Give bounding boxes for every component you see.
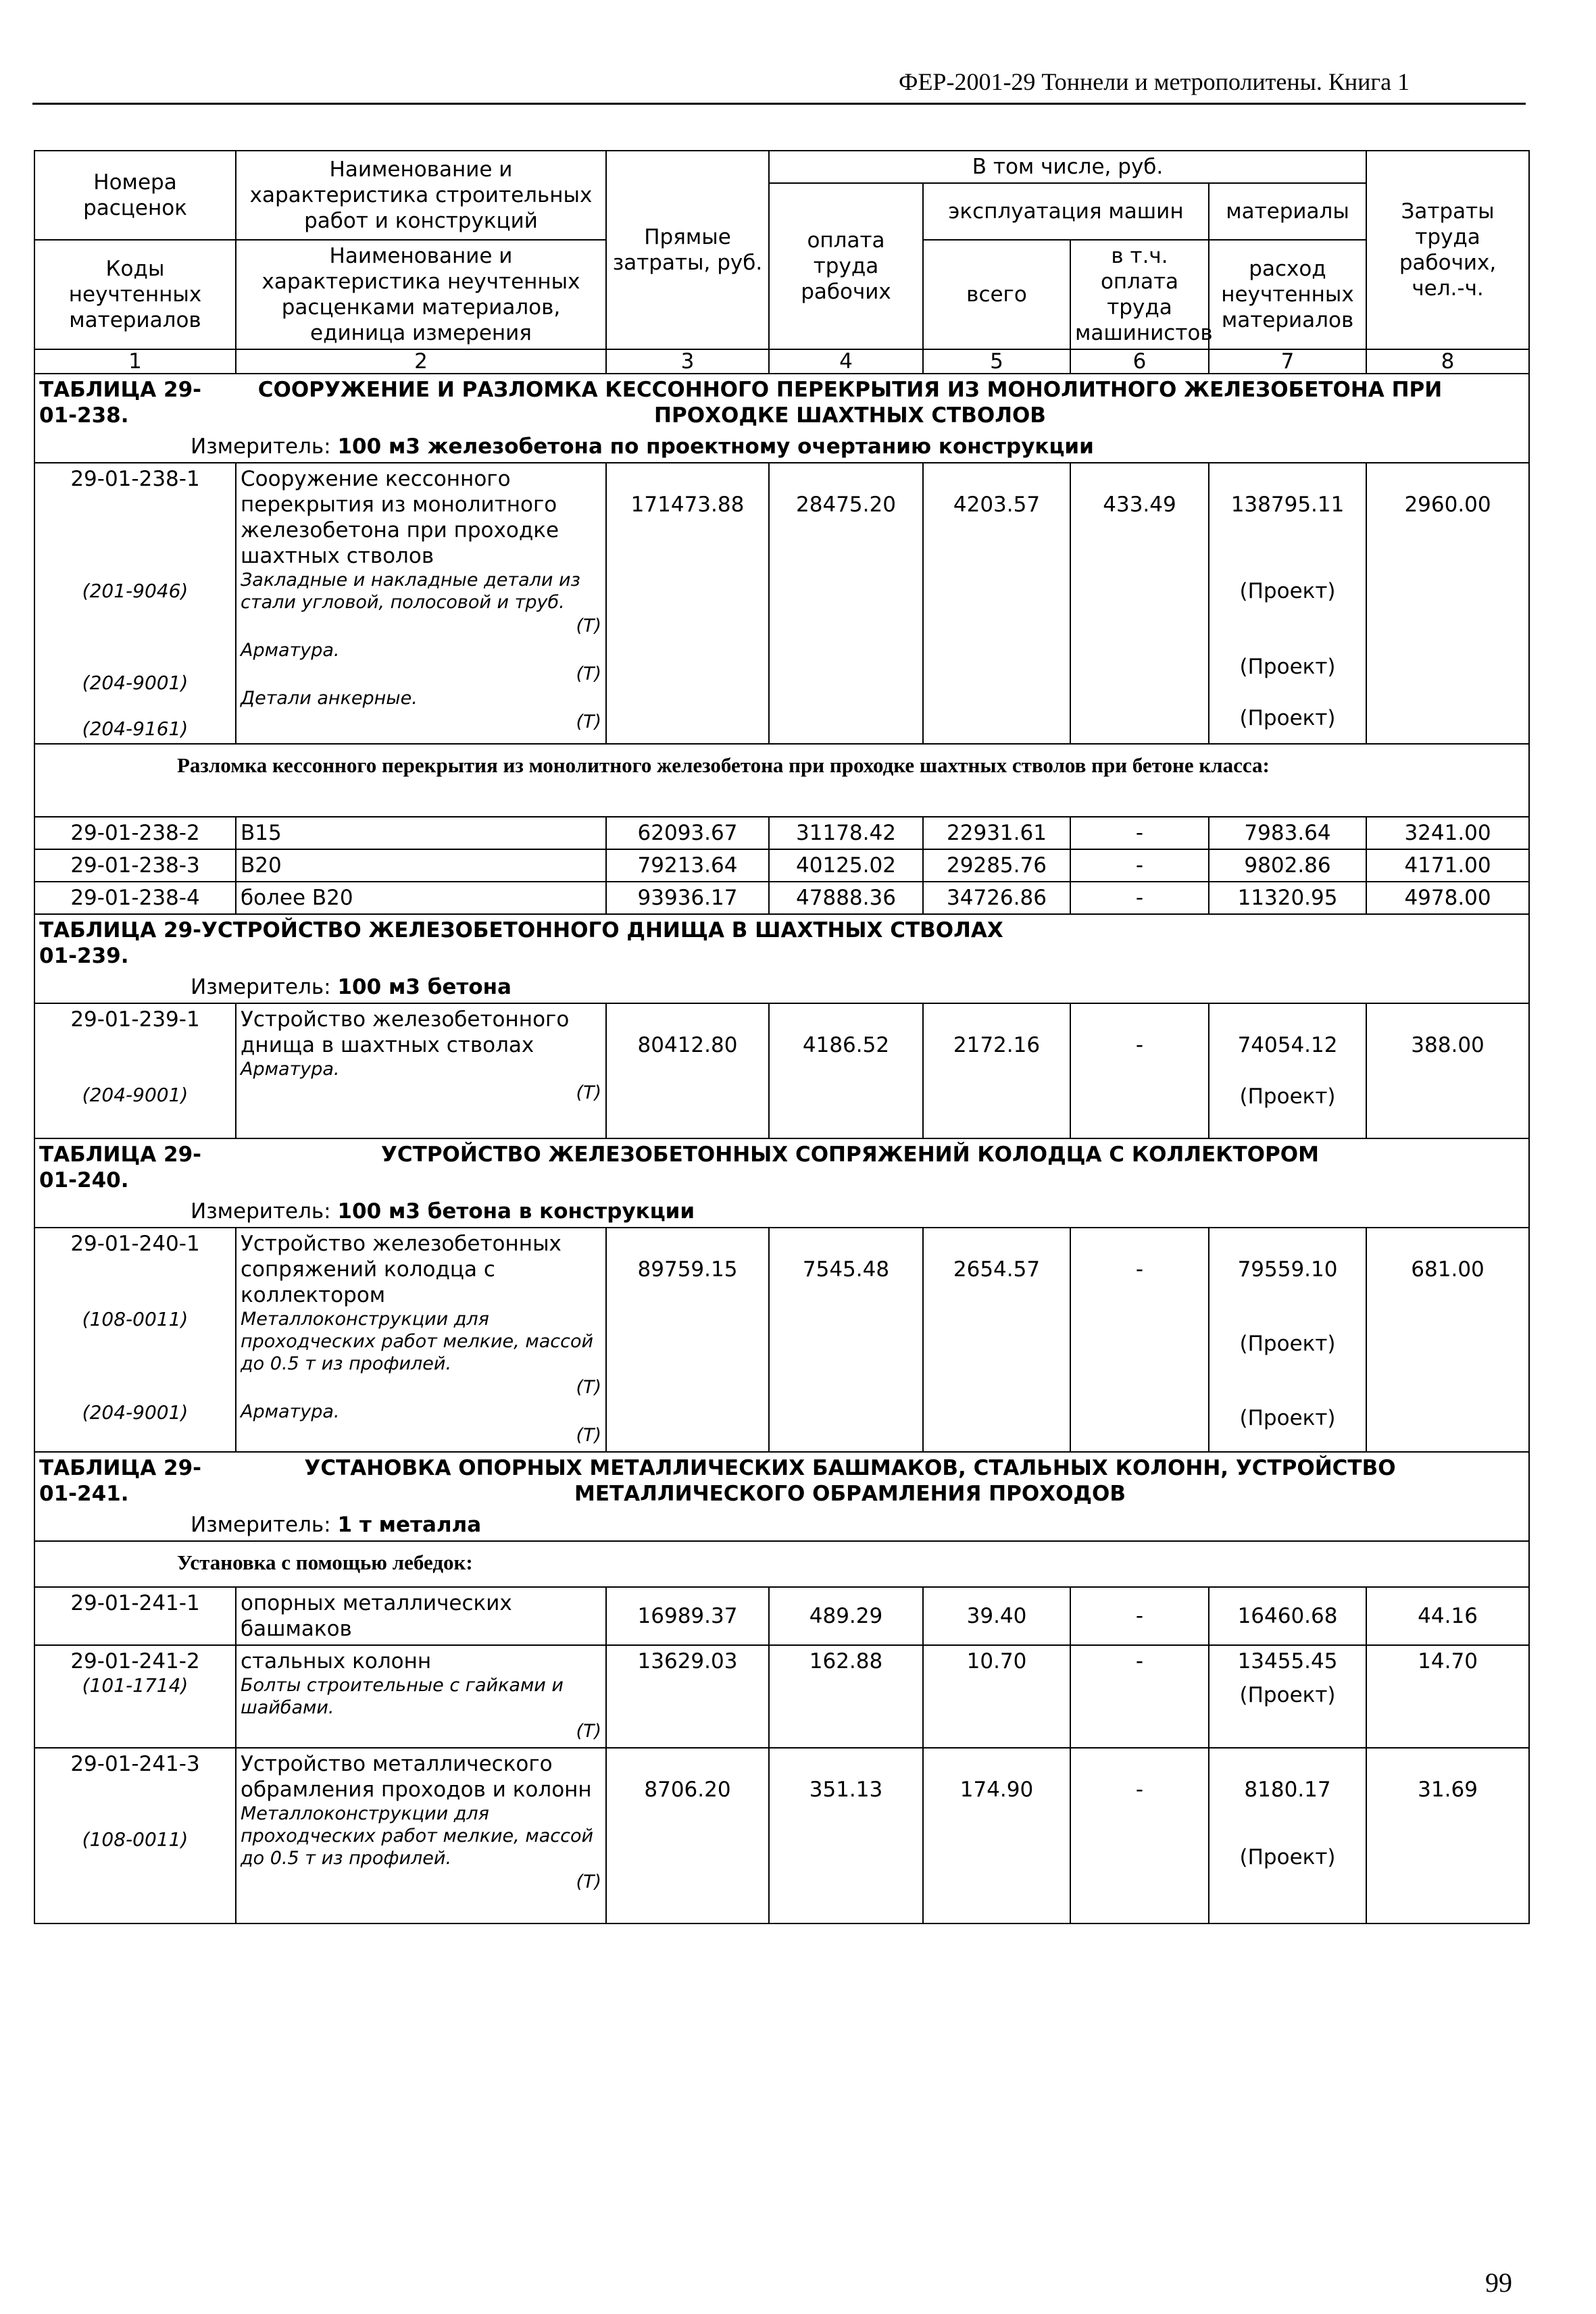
direct-costs: 79213.64 [606, 849, 769, 882]
table-label: ТАБЛИЦА 29-01-241. [39, 1456, 202, 1506]
table-title: УСТАНОВКА ОПОРНЫХ МЕТАЛЛИЧЕСКИХ БАШМАКОВ, СТАЛЬНЫХ КОЛОНН, УСТРОЙСТВО МЕТАЛЛИЧЕСКОГО ОБРАМЛЕНИЯ ПРОХОДОВ [304, 1456, 1396, 1506]
labor-hours: 3241.00 [1366, 817, 1529, 849]
table-title-row [34, 374, 1529, 431]
material-value: (Проект) [1239, 1084, 1336, 1109]
rate-code-cell [34, 1003, 236, 1138]
operator-pay: - [1070, 1645, 1209, 1748]
col-num: 2 [236, 349, 606, 374]
work-name: опорных металлических башмаков [236, 1587, 606, 1645]
work-name: стальных колонн [241, 1649, 432, 1674]
material-code: (204-9001) [82, 1084, 189, 1106]
table-title: УСТРОЙСТВО ЖЕЛЕЗОБЕТОННЫХ СОПРЯЖЕНИЙ КОЛОДЦА С КОЛЛЕКТОРОМ [381, 1142, 1319, 1167]
table-title: УСТРОЙСТВО ЖЕЛЕЗОБЕТОННОГО ДНИЩА В ШАХТНЫХ СТВОЛАХ [201, 918, 1003, 942]
value: 13455.45 [1237, 1649, 1338, 1674]
rate-code: 29-01-238-4 [34, 882, 236, 914]
value: 8180.17 [1244, 1778, 1331, 1802]
header-rule [32, 103, 1526, 105]
col-header-labor-hours: Затраты труда рабочих, чел.-ч. [1366, 151, 1529, 349]
col-num: 7 [1209, 349, 1366, 374]
work-name: Сооружение кессонного перекрытия из монолитного железобетона при проходке шахтных стволов [241, 467, 559, 568]
material-name: Металлоконструкции для проходческих работ мелкие, массой до 0.5 т из профилей. [241, 1309, 594, 1374]
machines-total: 39.40 [923, 1587, 1070, 1645]
worker-pay: 489.29 [769, 1587, 923, 1645]
material-value: (Проект) [1239, 1406, 1336, 1430]
material-type-mark: (Т) [576, 615, 601, 636]
unit-value: 100 м3 бетона [337, 975, 512, 999]
worker-pay [769, 1003, 923, 1138]
col-num: 8 [1366, 349, 1529, 374]
material-value: (Проект) [1239, 1845, 1336, 1869]
materials-cell [1209, 1003, 1366, 1138]
operator-pay [1070, 1003, 1209, 1138]
operator-pay: - [1070, 882, 1209, 914]
worker-pay [769, 463, 923, 744]
labor-hours [1366, 463, 1529, 744]
worker-pay: 31178.42 [769, 817, 923, 849]
estimate-table [34, 150, 1530, 1924]
value: 7545.48 [802, 1257, 890, 1282]
value: 2172.16 [953, 1033, 1041, 1057]
rate-code-cell [34, 463, 236, 744]
col-header-machines-total: всего [923, 240, 1070, 349]
direct-costs [606, 463, 769, 744]
machines-total: 10.70 [923, 1645, 1070, 1748]
materials-cost: 7983.64 [1209, 817, 1366, 849]
col-header-material-name: Наименование и характеристика неучтенных расценками материалов, единица измерения [236, 240, 606, 349]
value: 89759.15 [637, 1257, 738, 1282]
direct-costs: 13629.03 [606, 1645, 769, 1748]
operator-pay [1070, 1748, 1209, 1923]
page-number: 99 [1485, 2267, 1512, 2298]
col-num: 4 [769, 349, 923, 374]
material-name: Арматура. [241, 640, 340, 661]
value: 80412.80 [637, 1033, 738, 1057]
unit-240 [34, 1196, 1529, 1228]
value: 681.00 [1411, 1257, 1485, 1282]
table-row [34, 1228, 1529, 1452]
unit-row [34, 431, 1529, 463]
running-header: ФЕР-2001-29 Тоннели и метрополитены. Книга 1 [899, 68, 1410, 95]
col-header-direct-costs: Прямые затраты, руб. [606, 151, 769, 349]
material-code: (108-0011) [82, 1308, 189, 1330]
value: 79559.10 [1237, 1257, 1338, 1282]
work-name-cell [236, 1003, 606, 1138]
value: 138795.11 [1230, 493, 1345, 517]
unit-label: Измеритель: [191, 1513, 331, 1537]
col-header-work-name: Наименование и характеристика строительных работ и конструкций [236, 151, 606, 240]
section-heading: Разломка кессонного перекрытия из монолитного железобетона при проходке шахтных стволов при бетоне класса: [34, 744, 1529, 817]
labor-hours [1366, 1748, 1529, 1923]
work-name: Устройство железобетонного днища в шахтных стволах [241, 1007, 570, 1057]
work-name: Устройство металлического обрамления проходов и колонн [241, 1752, 592, 1802]
materials-cell [1209, 1645, 1366, 1748]
value: 351.13 [809, 1778, 883, 1802]
materials-cell [1209, 1748, 1366, 1923]
value: 4186.52 [802, 1033, 890, 1057]
col-header-unaccounted-codes: Коды неучтенных материалов [34, 240, 236, 349]
unit-value: 100 м3 бетона в конструкции [337, 1199, 695, 1224]
machines-total: 34726.86 [923, 882, 1070, 914]
material-value: (Проект) [1239, 579, 1336, 603]
material-value: (Проект) [1239, 1683, 1336, 1707]
rate-code: 29-01-241-1 [34, 1587, 236, 1645]
machines-total [923, 1748, 1070, 1923]
table-label: ТАБЛИЦА 29-01-240. [39, 1142, 202, 1192]
direct-costs: 62093.67 [606, 817, 769, 849]
worker-pay: 162.88 [769, 1645, 923, 1748]
value: 2960.00 [1404, 493, 1491, 517]
material-type-mark: (Т) [576, 1377, 601, 1398]
table-title-239 [34, 914, 1529, 972]
direct-costs: 16989.37 [606, 1587, 769, 1645]
value: 174.90 [959, 1778, 1034, 1802]
labor-hours: 14.70 [1366, 1645, 1529, 1748]
material-value: (Проект) [1239, 1332, 1336, 1356]
table-title-row [34, 914, 1529, 972]
material-code: (108-0011) [82, 1828, 189, 1851]
machines-total: 29285.76 [923, 849, 1070, 882]
unit-value: 1 т металла [337, 1513, 482, 1537]
table-row [34, 1587, 1529, 1645]
labor-hours [1366, 1003, 1529, 1138]
value: 171473.88 [630, 493, 745, 517]
worker-pay [769, 1228, 923, 1452]
worker-pay [769, 1748, 923, 1923]
direct-costs [606, 1228, 769, 1452]
unit-label: Измеритель: [191, 975, 331, 999]
col-num: 5 [923, 349, 1070, 374]
col-header-materials: материалы [1209, 183, 1366, 240]
table-label: ТАБЛИЦА 29-01-239. [39, 918, 202, 968]
rate-code-cell [34, 1645, 236, 1748]
unit-row [34, 1196, 1529, 1228]
col-header-operator-pay: в т.ч. оплата труда машинистов [1070, 240, 1209, 349]
material-type-mark: (Т) [576, 663, 601, 684]
col-header-rate-numbers: Номера расценок [34, 151, 236, 240]
value: 4203.57 [953, 493, 1041, 517]
table-title-row [34, 1452, 1529, 1509]
materials-cost: 11320.95 [1209, 882, 1366, 914]
machines-total [923, 1003, 1070, 1138]
material-name: Болты строительные с гайками и шайбами. [241, 1675, 564, 1718]
value: - [1135, 1033, 1144, 1057]
value: 2654.57 [953, 1257, 1041, 1282]
labor-hours [1366, 1228, 1529, 1452]
value: 388.00 [1411, 1033, 1485, 1057]
rate-code-cell [34, 1748, 236, 1923]
material-type-mark: (Т) [576, 1721, 601, 1742]
materials-cost: 16460.68 [1209, 1587, 1366, 1645]
unit-238 [34, 431, 1529, 463]
direct-costs [606, 1748, 769, 1923]
value: - [1135, 1778, 1144, 1802]
machines-total: 22931.61 [923, 817, 1070, 849]
value: 31.69 [1418, 1778, 1478, 1802]
col-header-material-usage: расход неучтенных материалов [1209, 240, 1366, 349]
work-name-cell [236, 1748, 606, 1923]
rate-code: 29-01-238-2 [34, 817, 236, 849]
col-num: 6 [1070, 349, 1209, 374]
table-title-238 [34, 374, 1529, 431]
work-name-cell [236, 1228, 606, 1452]
table-row [34, 817, 1529, 849]
col-header-machines: эксплуатация машин [923, 183, 1209, 240]
material-name: Закладные и накладные детали из стали угловой, полосовой и труб. [241, 570, 580, 613]
value: 433.49 [1103, 493, 1176, 517]
machines-total [923, 1228, 1070, 1452]
unit-239 [34, 972, 1529, 1003]
labor-hours: 4171.00 [1366, 849, 1529, 882]
work-name-cell [236, 1645, 606, 1748]
rate-code: 29-01-238-1 [70, 467, 200, 491]
material-type-mark: (Т) [576, 1425, 601, 1446]
unit-label: Измеритель: [191, 1199, 331, 1224]
section-row [34, 744, 1529, 817]
unit-value: 100 м3 железобетона по проектному очертанию конструкции [337, 434, 1094, 459]
labor-hours: 4978.00 [1366, 882, 1529, 914]
material-name: Арматура. [241, 1401, 340, 1422]
table-title-241 [34, 1452, 1529, 1509]
value: 28475.20 [796, 493, 896, 517]
material-type-mark: (Т) [576, 1082, 601, 1103]
operator-pay: - [1070, 817, 1209, 849]
table-row [34, 1748, 1529, 1923]
material-code: (201-9046) [82, 580, 189, 602]
table-title: СООРУЖЕНИЕ И РАЗЛОМКА КЕССОННОГО ПЕРЕКРЫТИЯ ИЗ МОНОЛИТНОГО ЖЕЛЕЗОБЕТОНА ПРИ ПРОХОДКЕ ШАХТНЫХ СТВОЛОВ [257, 378, 1443, 428]
worker-pay: 40125.02 [769, 849, 923, 882]
col-num: 3 [606, 349, 769, 374]
col-header-worker-pay: оплата труда рабочих [769, 183, 923, 349]
material-type-mark: (Т) [576, 711, 601, 732]
material-value: (Проект) [1239, 706, 1336, 730]
value: 8706.20 [644, 1778, 731, 1802]
material-name: Металлоконструкции для проходческих работ мелкие, массой до 0.5 т из профилей. [241, 1803, 594, 1869]
materials-cell [1209, 1228, 1366, 1452]
rate-code: 29-01-238-3 [34, 849, 236, 882]
table-title-240 [34, 1138, 1529, 1196]
unit-row [34, 972, 1529, 1003]
unit-row [34, 1509, 1529, 1541]
table-title-row [34, 1138, 1529, 1196]
work-name: B20 [236, 849, 606, 882]
work-name: B15 [236, 817, 606, 849]
material-code: (204-9001) [82, 1401, 189, 1424]
value: - [1135, 1257, 1144, 1282]
materials-cost: 9802.86 [1209, 849, 1366, 882]
col-header-including: В том числе, руб. [769, 151, 1366, 183]
rate-code: 29-01-239-1 [70, 1007, 200, 1032]
material-value: (Проект) [1239, 655, 1336, 679]
rate-code: 29-01-241-3 [70, 1752, 200, 1776]
unit-241 [34, 1509, 1529, 1541]
table-row [34, 882, 1529, 914]
work-name: Устройство железобетонных сопряжений колодца с коллектором [241, 1232, 562, 1307]
section-heading: Установка с помощью лебедок: [34, 1541, 1529, 1587]
value: 74054.12 [1237, 1033, 1338, 1057]
work-name-cell [236, 463, 606, 744]
material-code: (204-9001) [82, 672, 189, 694]
table-row [34, 849, 1529, 882]
operator-pay: - [1070, 1587, 1209, 1645]
unit-label: Измеритель: [191, 434, 331, 459]
material-name: Арматура. [241, 1059, 340, 1080]
rate-code: 29-01-241-2 [70, 1649, 200, 1674]
table-row [34, 1645, 1529, 1748]
direct-costs [606, 1003, 769, 1138]
material-name: Детали анкерные. [241, 688, 418, 709]
table-row [34, 463, 1529, 744]
labor-hours: 44.16 [1366, 1587, 1529, 1645]
machines-total [923, 463, 1070, 744]
header-row-1 [34, 151, 1529, 183]
operator-pay [1070, 1228, 1209, 1452]
material-type-mark: (Т) [576, 1871, 601, 1892]
col-num: 1 [34, 349, 236, 374]
operator-pay: - [1070, 849, 1209, 882]
material-code: (101-1714) [82, 1674, 189, 1696]
table-row [34, 1003, 1529, 1138]
worker-pay: 47888.36 [769, 882, 923, 914]
table-label: ТАБЛИЦА 29-01-238. [39, 378, 202, 428]
rate-code-cell [34, 1228, 236, 1452]
rate-code: 29-01-240-1 [70, 1232, 200, 1256]
work-name: более B20 [236, 882, 606, 914]
section-row [34, 1541, 1529, 1587]
operator-pay [1070, 463, 1209, 744]
materials-cell [1209, 463, 1366, 744]
material-code: (204-9161) [82, 718, 189, 740]
direct-costs: 93936.17 [606, 882, 769, 914]
column-numbers-row [34, 349, 1529, 374]
